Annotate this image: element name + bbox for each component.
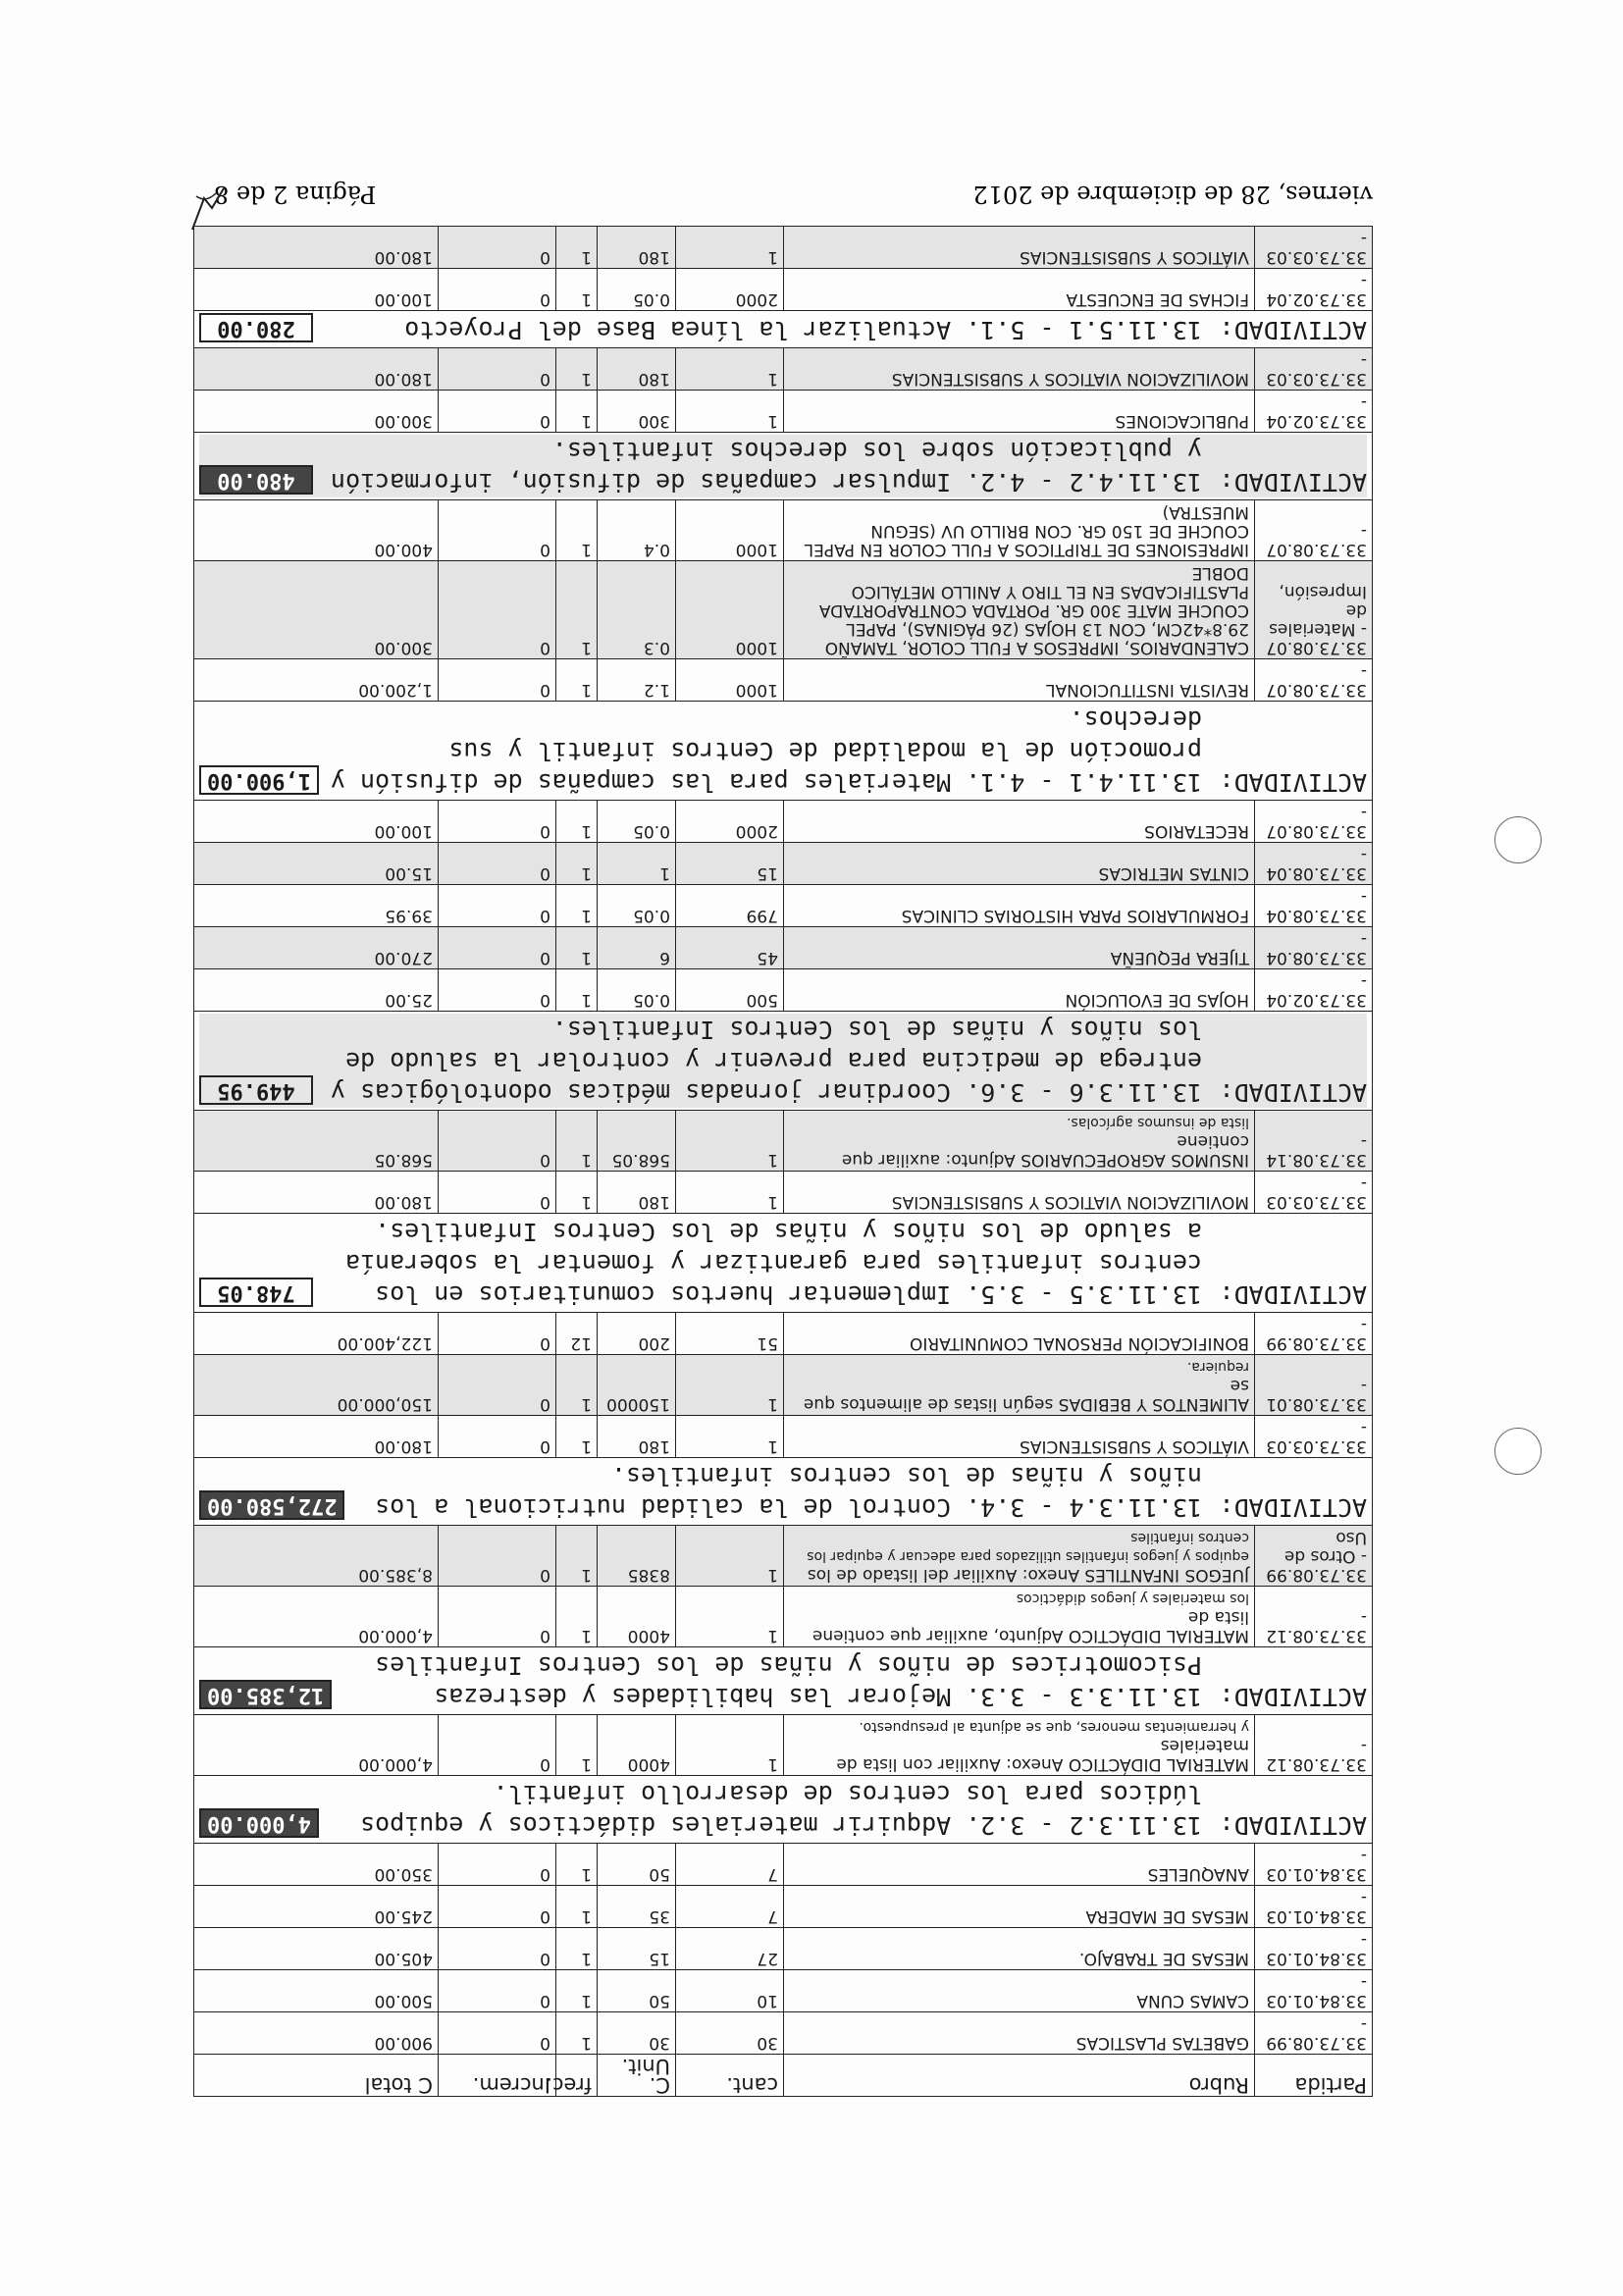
table-row — [194, 1587, 1373, 1647]
increment-cell: 0 — [439, 969, 556, 1012]
column-header: Rubro — [784, 2055, 1255, 2097]
frequency-cell: 1 — [556, 927, 598, 969]
rubro-cell — [784, 1111, 1255, 1172]
activity-cell — [194, 1012, 1373, 1111]
rubro-note: lista de insumos agrícolas. — [1066, 1115, 1249, 1130]
increment-cell: 0 — [439, 885, 556, 927]
quantity-cell: 500 — [676, 969, 784, 1012]
activity-heading — [199, 435, 1367, 497]
unit-cost-cell: 8385 — [598, 1526, 676, 1587]
increment-cell: 0 — [439, 348, 556, 391]
activity-row — [194, 702, 1373, 801]
unit-cost-cell: 0.05 — [598, 969, 676, 1012]
partida-cell: 33.73.08.99 - — [1255, 1313, 1373, 1355]
frequency-cell: 1 — [556, 801, 598, 843]
activity-cell — [194, 1647, 1373, 1715]
frequency-cell: 1 — [556, 843, 598, 885]
table-row — [194, 2012, 1373, 2055]
rubro-text: CAMAS CUNA — [1136, 1991, 1249, 2010]
unit-cost-cell: 0.05 — [598, 885, 676, 927]
rubro-text: ALIMENTOS Y BEBIDAS según listas de alimentos que se — [803, 1376, 1249, 1414]
frequency-cell: 1 — [556, 1970, 598, 2012]
frequency-cell: 1 — [556, 969, 598, 1012]
unit-cost-cell: 30 — [598, 2012, 676, 2055]
quantity-cell: 45 — [676, 927, 784, 969]
partida-cell: 33.84.01.03 - — [1255, 1886, 1373, 1928]
partida-cell: 33.73.03.03 - — [1255, 1172, 1373, 1214]
quantity-cell: 27 — [676, 1928, 784, 1970]
activity-description: 13.11.3.5 - 3.5. Implementar huertos comunitarios en los centros infantiles para garantizar y fomentar la soberanía a saludo de los niños y niñas de los Centros Infantiles. — [345, 1218, 1202, 1309]
partida-cell: 33.73.03.03 - — [1255, 348, 1373, 391]
total-cost-cell: 300.00 — [194, 391, 439, 433]
rubro-text: VIÁTICOS Y SUBSISTENCIAS — [1020, 247, 1249, 267]
budget-table — [193, 226, 1373, 2097]
increment-cell: 0 — [439, 1886, 556, 1928]
rubro-note: requiera. — [1186, 1359, 1249, 1375]
quantity-cell: 1 — [676, 348, 784, 391]
rubro-cell — [784, 1970, 1255, 2012]
activity-label: ACTIVIDAD: — [1219, 1493, 1367, 1522]
quantity-cell: 1000 — [676, 561, 784, 659]
rubro-cell — [784, 885, 1255, 927]
table-row — [194, 927, 1373, 969]
partida-cell: 33.73.08.04 - — [1255, 843, 1373, 885]
activity-total: 272,580.00 — [199, 1490, 344, 1520]
activity-cell — [194, 311, 1373, 348]
activity-row — [194, 433, 1373, 500]
quantity-cell: 2000 — [676, 801, 784, 843]
frequency-cell: 1 — [556, 1416, 598, 1458]
frequency-cell: 1 — [556, 1928, 598, 1970]
rubro-text: GABETAS PLASTICAS — [1075, 2033, 1249, 2053]
frequency-cell: 1 — [556, 1111, 598, 1172]
quantity-cell: 51 — [676, 1313, 784, 1355]
activity-row — [194, 1776, 1373, 1844]
quantity-cell: 2000 — [676, 269, 784, 311]
rubro-text: MOVILIZACION VIATICOS Y SUBSISTENCIAS — [891, 369, 1249, 389]
unit-cost-cell: 200 — [598, 1313, 676, 1355]
quantity-cell: 1 — [676, 1416, 784, 1458]
frequency-cell: 12 — [556, 1313, 598, 1355]
rubro-cell — [784, 561, 1255, 659]
activity-total: 748.05 — [199, 1278, 313, 1307]
rubro-cell — [784, 1715, 1255, 1776]
initial-signature-icon — [184, 179, 234, 237]
column-header: Partida — [1255, 2055, 1373, 2097]
table-row — [194, 227, 1373, 269]
rubro-text: FICHAS DE ENCUESTA — [1066, 289, 1249, 309]
increment-cell: 0 — [439, 1970, 556, 2012]
rubro-text: MOVILIZACION VIATICOS Y SUBSISTENCIAS — [891, 1192, 1249, 1212]
unit-cost-cell: 15 — [598, 1928, 676, 1970]
increment-cell: 0 — [439, 1416, 556, 1458]
table-row — [194, 1928, 1373, 1970]
activity-total: 1,900.00 — [199, 765, 319, 795]
unit-cost-cell: 1.2 — [598, 659, 676, 702]
frequency-cell: 1 — [556, 500, 598, 561]
frequency-cell: 1 — [556, 1844, 598, 1886]
increment-cell: 0 — [439, 1928, 556, 1970]
quantity-cell: 1 — [676, 1172, 784, 1214]
table-row — [194, 801, 1373, 843]
rubro-text: PUBLICACIONES — [1115, 411, 1249, 431]
increment-cell: 0 — [439, 843, 556, 885]
partida-cell: 33.73.08.07 - Materiales de Impresión, — [1255, 561, 1373, 659]
total-cost-cell: 180.00 — [194, 1416, 439, 1458]
total-cost-cell: 500.00 — [194, 1970, 439, 2012]
quantity-cell: 1000 — [676, 500, 784, 561]
table-row — [194, 1172, 1373, 1214]
activity-label: ACTIVIDAD: — [1219, 316, 1367, 344]
total-cost-cell: 1,200.00 — [194, 659, 439, 702]
unit-cost-cell: 50 — [598, 1970, 676, 2012]
table-row — [194, 843, 1373, 885]
partida-cell: 33.73.08.99 - — [1255, 2012, 1373, 2055]
quantity-cell: 1 — [676, 1526, 784, 1587]
total-cost-cell: 122,400.00 — [194, 1313, 439, 1355]
column-header: frec. — [556, 2055, 598, 2097]
increment-cell: 0 — [439, 1715, 556, 1776]
unit-cost-cell: 0.3 — [598, 561, 676, 659]
activity-label: ACTIVIDAD: — [1219, 1078, 1367, 1107]
rubro-cell — [784, 1886, 1255, 1928]
rubro-cell — [784, 1526, 1255, 1587]
rubro-cell — [784, 500, 1255, 561]
unit-cost-cell: 0.05 — [598, 269, 676, 311]
total-cost-cell: 25.00 — [194, 969, 439, 1012]
partida-cell: 33.84.01.03 - — [1255, 1844, 1373, 1886]
partida-cell: 33.73.02.04 - — [1255, 269, 1373, 311]
table-row — [194, 1970, 1373, 2012]
increment-cell: 0 — [439, 1355, 556, 1416]
table-row — [194, 969, 1373, 1012]
table-row — [194, 659, 1373, 702]
unit-cost-cell: 35 — [598, 1886, 676, 1928]
activity-total: 449.95 — [199, 1075, 313, 1105]
rubro-text: HOJAS DE EVOLUCIÓN — [1065, 990, 1249, 1010]
quantity-cell: 30 — [676, 2012, 784, 2055]
total-cost-cell: 300.00 — [194, 561, 439, 659]
table-row — [194, 1111, 1373, 1172]
activity-total: 4,000.00 — [199, 1808, 319, 1838]
table-row — [194, 1355, 1373, 1416]
frequency-cell: 1 — [556, 1355, 598, 1416]
partida-cell: 33.73.03.03 - — [1255, 227, 1373, 269]
activity-cell — [194, 1458, 1373, 1526]
rubro-cell — [784, 1844, 1255, 1886]
rubro-text: MATERIAL DIDÁCTICO Adjunto, auxiliar que contiene lista de — [812, 1607, 1249, 1645]
footer-date: viernes, 28 de diciembre de 2012 — [972, 181, 1373, 208]
rubro-cell — [784, 1313, 1255, 1355]
activity-row — [194, 1214, 1373, 1313]
total-cost-cell: 180.00 — [194, 348, 439, 391]
table-row — [194, 1886, 1373, 1928]
quantity-cell: 7 — [676, 1886, 784, 1928]
table-row — [194, 885, 1373, 927]
column-header: Increm. — [439, 2055, 556, 2097]
frequency-cell: 1 — [556, 885, 598, 927]
unit-cost-cell: 568.05 — [598, 1111, 676, 1172]
unit-cost-cell: 180 — [598, 1172, 676, 1214]
increment-cell: 0 — [439, 391, 556, 433]
quantity-cell: 799 — [676, 885, 784, 927]
increment-cell: 0 — [439, 927, 556, 969]
rubro-text: CALENDARIOS, IMPRESOS A FULL COLOR, TAMAÑO 29.8*42CM, CON 13 HOJAS (26 PÁGINAS), PAPEL COUCHE MATE 300 GR. PORTADA CONTRAPORTADA PLASTIFICADAS EN EL TIRO Y ANILLO METÁLICO DOBLE — [818, 563, 1249, 657]
activity-heading — [199, 1778, 1367, 1841]
column-header: cant. — [676, 2055, 784, 2097]
activity-description: 13.11.3.4 - 3.4. Control de la calidad nutricional a los niños y niñas de los centros infantiles. — [375, 1462, 1202, 1522]
total-cost-cell: 245.00 — [194, 1886, 439, 1928]
unit-cost-cell: 180 — [598, 227, 676, 269]
total-cost-cell: 180.00 — [194, 227, 439, 269]
activity-total: 480.00 — [199, 465, 313, 495]
column-header: C. Unit. — [598, 2055, 676, 2097]
rubro-cell — [784, 269, 1255, 311]
activity-label: ACTIVIDAD: — [1219, 768, 1367, 797]
rubro-cell — [784, 927, 1255, 969]
rubro-text: FORMULARIOS PARA HISTORIAS CLINICAS — [901, 906, 1249, 925]
rubro-note: equipos y juegos infantiles utilizados para adecuar y equipar los centros infantiles — [807, 1530, 1249, 1564]
partida-cell: 33.73.08.07 - — [1255, 801, 1373, 843]
frequency-cell: 1 — [556, 1587, 598, 1647]
rubro-cell — [784, 659, 1255, 702]
rubro-text: RECETARIOS — [1144, 821, 1249, 841]
increment-cell: 0 — [439, 2012, 556, 2055]
activity-description: 13.11.3.2 - 3.2. Adquirir materiales didácticos y equipos lúdicos para los centros de desarrollo infantil. — [360, 1780, 1202, 1840]
table-row — [194, 500, 1373, 561]
activity-description: 13.11.5.1 - 5.1. Actualizar la línea Base del Proyecto — [404, 316, 1202, 344]
rubro-text: MESAS DE MADERA — [1085, 1906, 1249, 1926]
rubro-cell — [784, 227, 1255, 269]
partida-cell: 33.73.08.12 - — [1255, 1715, 1373, 1776]
activity-heading — [199, 313, 1367, 345]
activity-label: ACTIVIDAD: — [1219, 468, 1367, 496]
partida-cell: 33.73.08.07 - — [1255, 500, 1373, 561]
table-row — [194, 348, 1373, 391]
partida-cell: 33.73.08.04 - — [1255, 927, 1373, 969]
increment-cell: 0 — [439, 500, 556, 561]
partida-cell: 33.73.08.12 - — [1255, 1587, 1373, 1647]
activity-row — [194, 1647, 1373, 1715]
activity-total: 280.00 — [199, 313, 313, 342]
unit-cost-cell: 150000 — [598, 1355, 676, 1416]
total-cost-cell: 150,000.00 — [194, 1355, 439, 1416]
page-footer — [194, 169, 1373, 208]
total-cost-cell: 180.00 — [194, 1172, 439, 1214]
activity-heading — [199, 1460, 1367, 1523]
punch-hole-icon — [1494, 816, 1542, 863]
unit-cost-cell: 50 — [598, 1844, 676, 1886]
column-header: C total — [194, 2055, 439, 2097]
activity-total: 12,385.00 — [199, 1680, 332, 1709]
activity-label: ACTIVIDAD: — [1219, 1683, 1367, 1711]
frequency-cell: 1 — [556, 1715, 598, 1776]
budget-sheet — [194, 226, 1373, 2097]
increment-cell: 0 — [439, 801, 556, 843]
activity-cell — [194, 1776, 1373, 1844]
quantity-cell: 15 — [676, 843, 784, 885]
frequency-cell: 1 — [556, 348, 598, 391]
increment-cell: 0 — [439, 659, 556, 702]
quantity-cell: 1 — [676, 1355, 784, 1416]
frequency-cell: 1 — [556, 659, 598, 702]
rubro-text: VIÁTICOS Y SUBSISTENCIAS — [1020, 1436, 1249, 1456]
rubro-text: MATERIAL DIDÁCTICO Anexo: Auxiliar con lista de materiales — [836, 1736, 1249, 1774]
partida-cell: 33.73.03.03 - — [1255, 1416, 1373, 1458]
table-row — [194, 391, 1373, 433]
total-cost-cell: 15.00 — [194, 843, 439, 885]
increment-cell: 0 — [439, 561, 556, 659]
rubro-cell — [784, 843, 1255, 885]
increment-cell: 0 — [439, 1172, 556, 1214]
activity-cell — [194, 702, 1373, 801]
partida-cell: 33.73.08.01 - — [1255, 1355, 1373, 1416]
total-cost-cell: 100.00 — [194, 801, 439, 843]
frequency-cell: 1 — [556, 561, 598, 659]
table-row — [194, 1715, 1373, 1776]
total-cost-cell: 4,000.00 — [194, 1715, 439, 1776]
increment-cell: 0 — [439, 1844, 556, 1886]
activity-description: 13.11.4.1 - 4.1. Materiales para las campañas de difusión y promoción de la modalidad de Centros infantil y sus derechos. — [330, 705, 1202, 797]
activity-description: 13.11.3.3 - 3.3. Mejorar las habilidades y destrezas Psicomotrices de niños y niñas de los Centros Infantiles — [375, 1651, 1202, 1711]
partida-cell: 33.73.02.04 - — [1255, 391, 1373, 433]
rubro-cell — [784, 1416, 1255, 1458]
table-row — [194, 1416, 1373, 1458]
increment-cell: 0 — [439, 1313, 556, 1355]
rubro-note: y herramientas menores, que se adjunta al presupuesto. — [859, 1719, 1249, 1735]
activity-heading — [199, 1216, 1367, 1310]
activity-description: 13.11.4.2 - 4.2. Impulsar campañas de difusión, información y publicación sobre los derechos infantiles. — [330, 437, 1202, 496]
quantity-cell: 1 — [676, 227, 784, 269]
table-row — [194, 1844, 1373, 1886]
activity-row — [194, 1458, 1373, 1526]
unit-cost-cell: 300 — [598, 391, 676, 433]
rubro-text: REVISTA INSTITUCIONAL — [1046, 680, 1249, 700]
table-header-row — [194, 2055, 1373, 2097]
rubro-text: INSUMOS AGROPECUARIOS Adjunto: auxiliar que contiene — [841, 1131, 1249, 1170]
rubro-cell — [784, 969, 1255, 1012]
total-cost-cell: 39.95 — [194, 885, 439, 927]
partida-cell: 33.73.08.14 - — [1255, 1111, 1373, 1172]
rubro-text: IMPRESIONES DE TRIPTICOS A FULL COLOR EN PAPEL COUCHE DE 150 GR. CON BRILLO UV (SEGUN MUESTRA) — [804, 502, 1249, 559]
unit-cost-cell: 1 — [598, 843, 676, 885]
rubro-cell — [784, 1355, 1255, 1416]
table-row — [194, 561, 1373, 659]
rubro-text: BONIFICACIÓN PERSONAL COMUNITARIO — [909, 1333, 1249, 1353]
rubro-cell — [784, 391, 1255, 433]
total-cost-cell: 568.05 — [194, 1111, 439, 1172]
rubro-cell — [784, 1172, 1255, 1214]
unit-cost-cell: 4000 — [598, 1715, 676, 1776]
table-row — [194, 1313, 1373, 1355]
activity-heading — [199, 1014, 1367, 1108]
unit-cost-cell: 4000 — [598, 1587, 676, 1647]
partida-cell: 33.73.08.04 - — [1255, 885, 1373, 927]
partida-cell: 33.73.08.07 - — [1255, 659, 1373, 702]
quantity-cell: 1 — [676, 391, 784, 433]
partida-cell: 33.73.08.99 - Otros de Uso — [1255, 1526, 1373, 1587]
punch-hole-icon — [1494, 1428, 1542, 1475]
activity-heading — [199, 704, 1367, 798]
frequency-cell: 1 — [556, 227, 598, 269]
partida-cell: 33.84.01.03 - — [1255, 1970, 1373, 2012]
frequency-cell: 1 — [556, 1526, 598, 1587]
rubro-cell — [784, 1587, 1255, 1647]
activity-row — [194, 311, 1373, 348]
rubro-cell — [784, 801, 1255, 843]
partida-cell: 33.73.02.04 - — [1255, 969, 1373, 1012]
activity-heading — [199, 1649, 1367, 1712]
quantity-cell: 1000 — [676, 659, 784, 702]
table-row — [194, 1526, 1373, 1587]
total-cost-cell: 4,000.00 — [194, 1587, 439, 1647]
activity-cell — [194, 433, 1373, 500]
total-cost-cell: 400.00 — [194, 500, 439, 561]
rubro-text: TIJERA PEQUEÑA — [1110, 948, 1249, 967]
increment-cell: 0 — [439, 1526, 556, 1587]
total-cost-cell: 405.00 — [194, 1928, 439, 1970]
activity-cell — [194, 1214, 1373, 1313]
rubro-text: CINTAS METRICAS — [1098, 863, 1249, 883]
rubro-note: los materiales y juegos didácticos — [1016, 1591, 1249, 1606]
unit-cost-cell: 0.4 — [598, 500, 676, 561]
rubro-text: JUEGOS INFANTILES Anexo: Auxiliar del listado de los — [807, 1565, 1249, 1585]
unit-cost-cell: 180 — [598, 1416, 676, 1458]
increment-cell: 0 — [439, 269, 556, 311]
table-row — [194, 269, 1373, 311]
rubro-cell — [784, 2012, 1255, 2055]
unit-cost-cell: 0.05 — [598, 801, 676, 843]
rubro-text: MESAS DE TRABAJO. — [1078, 1949, 1249, 1968]
frequency-cell: 1 — [556, 1886, 598, 1928]
unit-cost-cell: 180 — [598, 348, 676, 391]
quantity-cell: 7 — [676, 1844, 784, 1886]
increment-cell: 0 — [439, 1587, 556, 1647]
rubro-text: ANAQUELES — [1147, 1864, 1249, 1884]
activity-label: ACTIVIDAD: — [1219, 1280, 1367, 1309]
rubro-cell — [784, 348, 1255, 391]
unit-cost-cell: 6 — [598, 927, 676, 969]
activity-description: 13.11.3.6 - 3.6. Coordinar jornadas médicas odontológicas y entrega de medicina para prevenir y controlar la saludo de los niños y niñas de los Centros Infantiles. — [330, 1016, 1202, 1107]
frequency-cell: 1 — [556, 1172, 598, 1214]
frequency-cell: 1 — [556, 269, 598, 311]
frequency-cell: 1 — [556, 391, 598, 433]
total-cost-cell: 350.00 — [194, 1844, 439, 1886]
quantity-cell: 1 — [676, 1587, 784, 1647]
activity-label: ACTIVIDAD: — [1219, 1811, 1367, 1840]
frequency-cell: 1 — [556, 2012, 598, 2055]
quantity-cell: 10 — [676, 1970, 784, 2012]
footer-page-number: Página 2 de 8 — [214, 181, 377, 208]
total-cost-cell: 270.00 — [194, 927, 439, 969]
increment-cell: 0 — [439, 1111, 556, 1172]
rubro-cell — [784, 1928, 1255, 1970]
total-cost-cell: 100.00 — [194, 269, 439, 311]
quantity-cell: 1 — [676, 1715, 784, 1776]
quantity-cell: 1 — [676, 1111, 784, 1172]
total-cost-cell: 900.00 — [194, 2012, 439, 2055]
activity-row — [194, 1012, 1373, 1111]
total-cost-cell: 8,385.00 — [194, 1526, 439, 1587]
increment-cell: 0 — [439, 227, 556, 269]
partida-cell: 33.84.01.03 - — [1255, 1928, 1373, 1970]
